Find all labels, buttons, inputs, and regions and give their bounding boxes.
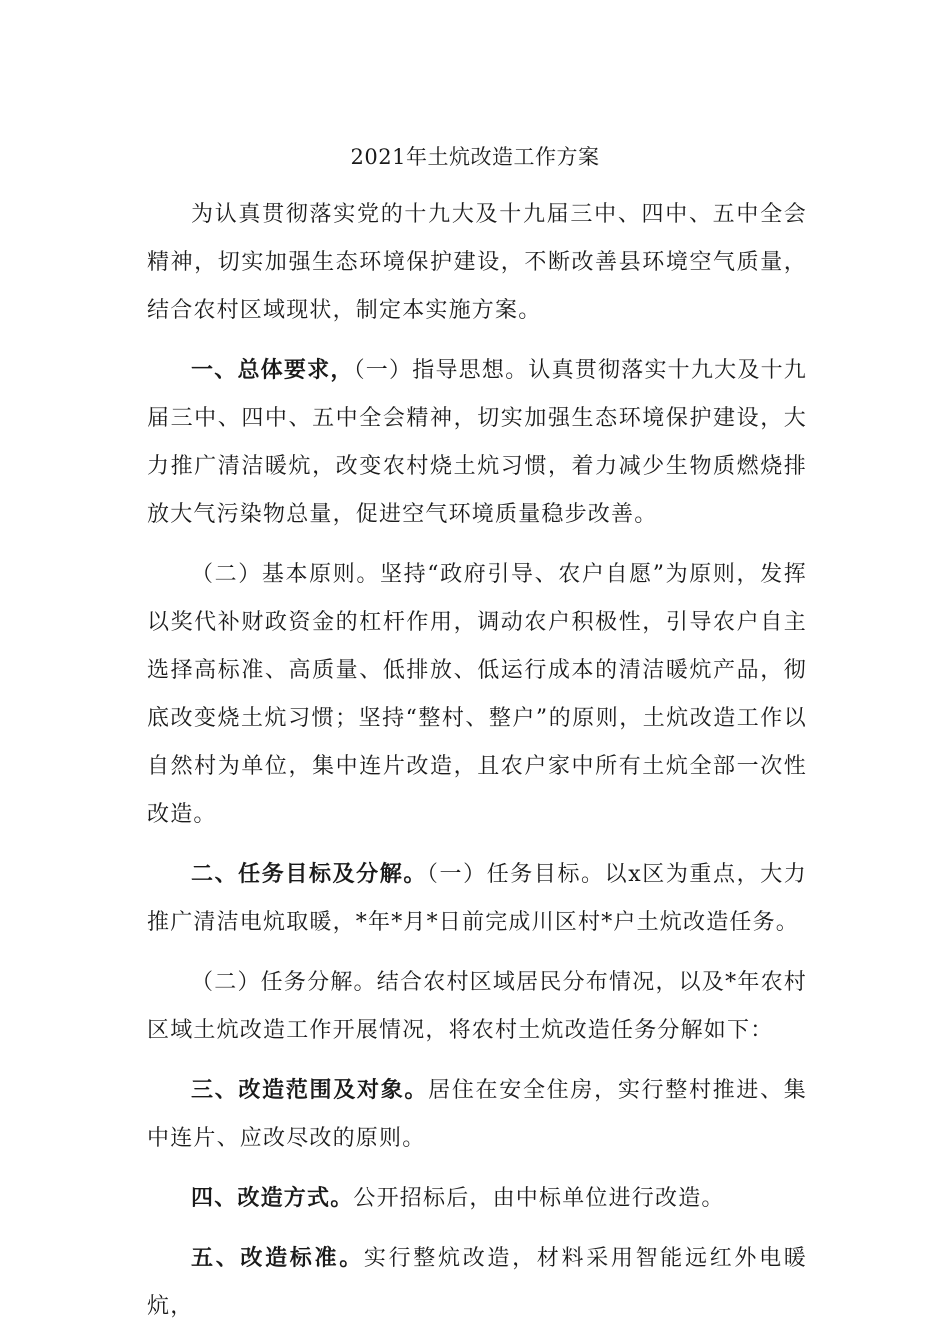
paragraph-general-requirements	[147, 346, 807, 539]
paragraph-text: （二）基本原则。坚持“政府引导、农户自愿”为原则，发挥以奖代补财政资金的杠杆作用，调动农户积极性，引导农户自主选择高标准、高质量、低排放、低运行成本的清洁暖炕产品，彻底改变烧土炕习惯；坚持“整村、整户”的原则，土炕改造工作以自然村为单位，集中连片改造，且农户家中所有土炕全部一次性改造。	[147, 562, 807, 827]
paragraph-standard	[147, 1234, 807, 1331]
paragraph-text: 实行整炕改造，材料采用智能远红外电暖炕，	[147, 1246, 807, 1319]
paragraph-text: （一）指导思想。认真贯彻落实十九大及十九届三中、四中、五中全会精神，切实加强生态环境保护建设，大力推广清洁暖炕，改变农村烧土炕习惯，着力减少生物质燃烧排放大气污染物总量，促进空气环境质量稳步改善。	[147, 358, 807, 527]
paragraph-text: （一）任务目标。以x区为重点，大力推广清洁电炕取暖，*年*月*日前完成川区村*户土炕改造任务。	[147, 862, 807, 935]
document-title: 2021年土炕改造工作方案	[350, 145, 600, 169]
paragraph-text: 公开招标后，由中标单位进行改造。	[353, 1186, 725, 1211]
section-heading-general-requirements: 一、总体要求，	[191, 357, 354, 383]
paragraph-text: （二）任务分解。结合农村区域居民分布情况，以及*年农村区域土炕改造工作开展情况，将农村土炕改造任务分解如下：	[147, 970, 807, 1043]
paragraph-task-breakdown	[147, 958, 807, 1055]
paragraph-method	[147, 1174, 807, 1223]
paragraph-task-goals	[147, 850, 807, 947]
section-heading-task-goals: 二、任务目标及分解。	[191, 861, 427, 887]
paragraph-text: 居住在安全住房，实行整村推进、集中连片、应改尽改的原则。	[147, 1078, 807, 1151]
section-heading-standard: 五、改造标准。	[191, 1245, 364, 1271]
paragraph-text: 为认真贯彻落实党的十九大及十九届三中、四中、五中全会精神，切实加强生态环境保护建设，不断改善县环境空气质量，结合农村区域现状，制定本实施方案。	[147, 202, 807, 323]
document-body	[147, 190, 807, 1331]
section-heading-scope: 三、改造范围及对象。	[191, 1077, 429, 1103]
section-heading-method: 四、改造方式。	[191, 1185, 354, 1211]
paragraph-intro	[147, 190, 807, 335]
paragraph-basic-principles	[147, 550, 807, 839]
paragraph-scope	[147, 1066, 807, 1163]
